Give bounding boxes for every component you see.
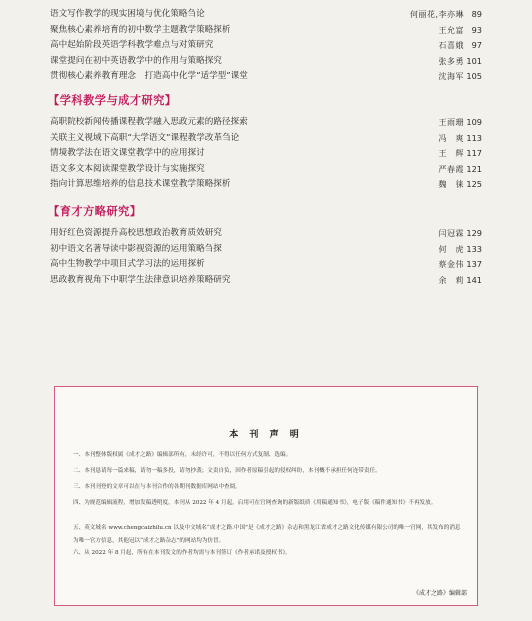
toc-entry-author: 石喜娥	[438, 41, 464, 50]
toc-entry[interactable]	[50, 162, 482, 178]
toc-entry-author: 魏 徕	[438, 180, 464, 189]
toc-entry[interactable]	[50, 131, 482, 147]
toc-entry-title: 高中起始阶段英语学科教学难点与对策研究	[50, 40, 214, 50]
toc-list-talent-strategy	[50, 226, 482, 288]
statement-item-5: 五、英文域名 www.chengcaizhilu.cn 以及中文域名“成才之路.中国”是《成才之路》杂志和黑龙江省成才之路文化传媒有限公司的唯一官网，其发布的消息为唯一官方信息，其他冠以“成才之路杂志”的网站均为仿冒。	[73, 525, 461, 544]
toc-entry-author: 王 辉	[438, 149, 464, 158]
toc-entry-author: 闫冠霖	[438, 229, 464, 238]
statement-item-6: 六、从 2022 年 8 月起，所有在本刊发文的作者均需与本刊签订《作者承诺及授权书》。	[73, 550, 291, 556]
toc-list-top	[50, 7, 482, 85]
toc-entry-author: 王雨珊	[438, 118, 464, 127]
toc-entry-title: 用好红色资源提升高校思想政治教育质效研究	[50, 228, 222, 238]
toc-entry-title: 语文多文本阅读课堂教学设计与实施探究	[50, 163, 205, 174]
toc-entry-title: 指向计算思维培养的信息技术课堂教学策略探析	[50, 179, 231, 189]
toc-entry-title: 高职院校新闻传播课程教学融入思政元素的路径探索	[50, 117, 248, 127]
toc-entry-page: 109	[466, 117, 482, 127]
toc-entry[interactable]	[50, 146, 482, 162]
toc-entry-title: 情境教学法在语文课堂教学中的应用探讨	[50, 148, 205, 158]
toc-entry-author: 王允富	[438, 25, 464, 35]
section-heading-subject-teaching: 【学科教学与成才研究】	[48, 94, 177, 107]
toc-entry-title: 语文写作教学的现实困境与优化策略刍论	[50, 9, 205, 19]
statement-item-3: 三、本刊刊登的文章可以在与本刊合作的各期刊数据库网站中查阅。	[73, 484, 241, 490]
toc-entry-page: 133	[466, 243, 482, 254]
statement-item-2: 二、本刊恳请每一篇来稿，请勿一稿多投，请勿抄袭；文责自负，因作者原稿引起的侵权纠纷，本刊概不承担任何连带责任。	[73, 468, 381, 474]
toc-entry[interactable]	[50, 23, 482, 39]
toc-entry-author: 冯 爽	[438, 133, 464, 143]
toc-entry-title: 关联主义视域下高职“大学语文”课程教学改革刍论	[50, 132, 240, 143]
statement-item-4: 四、为规范编辑流程，增加发稿透明度，本刊从 2022 年 4 月起，启用可在官网查询的新版纸质《用稿通知书》，电子版《稿件通知书》不再发放。	[73, 500, 437, 506]
toc-entry[interactable]	[50, 226, 482, 242]
toc-entry-page: 113	[466, 132, 482, 143]
toc-entry-author: 沈海军	[438, 72, 464, 81]
toc-entry-title: 初中语文名著导读中影视资源的运用策略刍探	[50, 243, 222, 254]
toc-entry[interactable]	[50, 38, 482, 54]
statement-title: 本 刊 声 明	[229, 430, 303, 440]
toc-entry-author: 何丽花,李亦琳	[409, 10, 464, 19]
toc-entry-page: 121	[466, 163, 482, 174]
toc-entry-title: 思政教育视角下中职学生法律意识培养策略研究	[50, 274, 231, 285]
toc-entry-page: 125	[466, 179, 482, 189]
toc-entry[interactable]	[50, 69, 482, 85]
toc-entry-page: 141	[466, 274, 482, 285]
toc-entry-title: 高中生物教学中项目式学习法的运用探析	[50, 259, 205, 269]
journal-statement-box	[54, 386, 478, 606]
toc-entry-page: 117	[466, 148, 482, 158]
toc-entry-title: 贯彻核心素养教育理念 打造高中化学“适学型”课堂	[50, 71, 248, 81]
toc-entry-title: 聚焦核心素养培育的初中数学主题教学策略探析	[50, 24, 231, 35]
toc-entry-author: 蔡金伟	[438, 260, 464, 269]
toc-entry-page: 97	[471, 40, 482, 50]
toc-entry-page: 129	[466, 228, 482, 238]
toc-entry-page: 101	[466, 55, 482, 66]
toc-entry-title: 课堂提问在初中英语教学中的作用与策略探究	[50, 55, 222, 66]
section-heading-talent-strategy: 【育才方略研究】	[48, 205, 142, 218]
toc-entry[interactable]	[50, 115, 482, 131]
toc-entry-page: 137	[466, 259, 482, 269]
statement-item-1: 一、本刊整体版权属《成才之路》编辑部所有，未经许可，不得以任何方式复制、选编。	[73, 452, 292, 458]
toc-entry-page: 105	[466, 71, 482, 81]
toc-entry-page: 89	[471, 9, 482, 19]
toc-entry[interactable]	[50, 273, 482, 289]
toc-entry-author: 张多勇	[438, 56, 464, 66]
toc-entry-author: 严春霞	[438, 164, 464, 174]
toc-entry[interactable]	[50, 7, 482, 23]
statement-signature: 《成才之路》编辑部	[412, 590, 467, 597]
toc-entry[interactable]	[50, 242, 482, 258]
toc-list-subject-teaching	[50, 115, 482, 193]
toc-entry-author: 何 虎	[438, 244, 464, 254]
toc-entry[interactable]	[50, 54, 482, 70]
toc-entry[interactable]	[50, 257, 482, 273]
toc-entry[interactable]	[50, 177, 482, 193]
toc-entry-page: 93	[471, 24, 482, 35]
toc-entry-author: 余 莉	[438, 275, 464, 285]
